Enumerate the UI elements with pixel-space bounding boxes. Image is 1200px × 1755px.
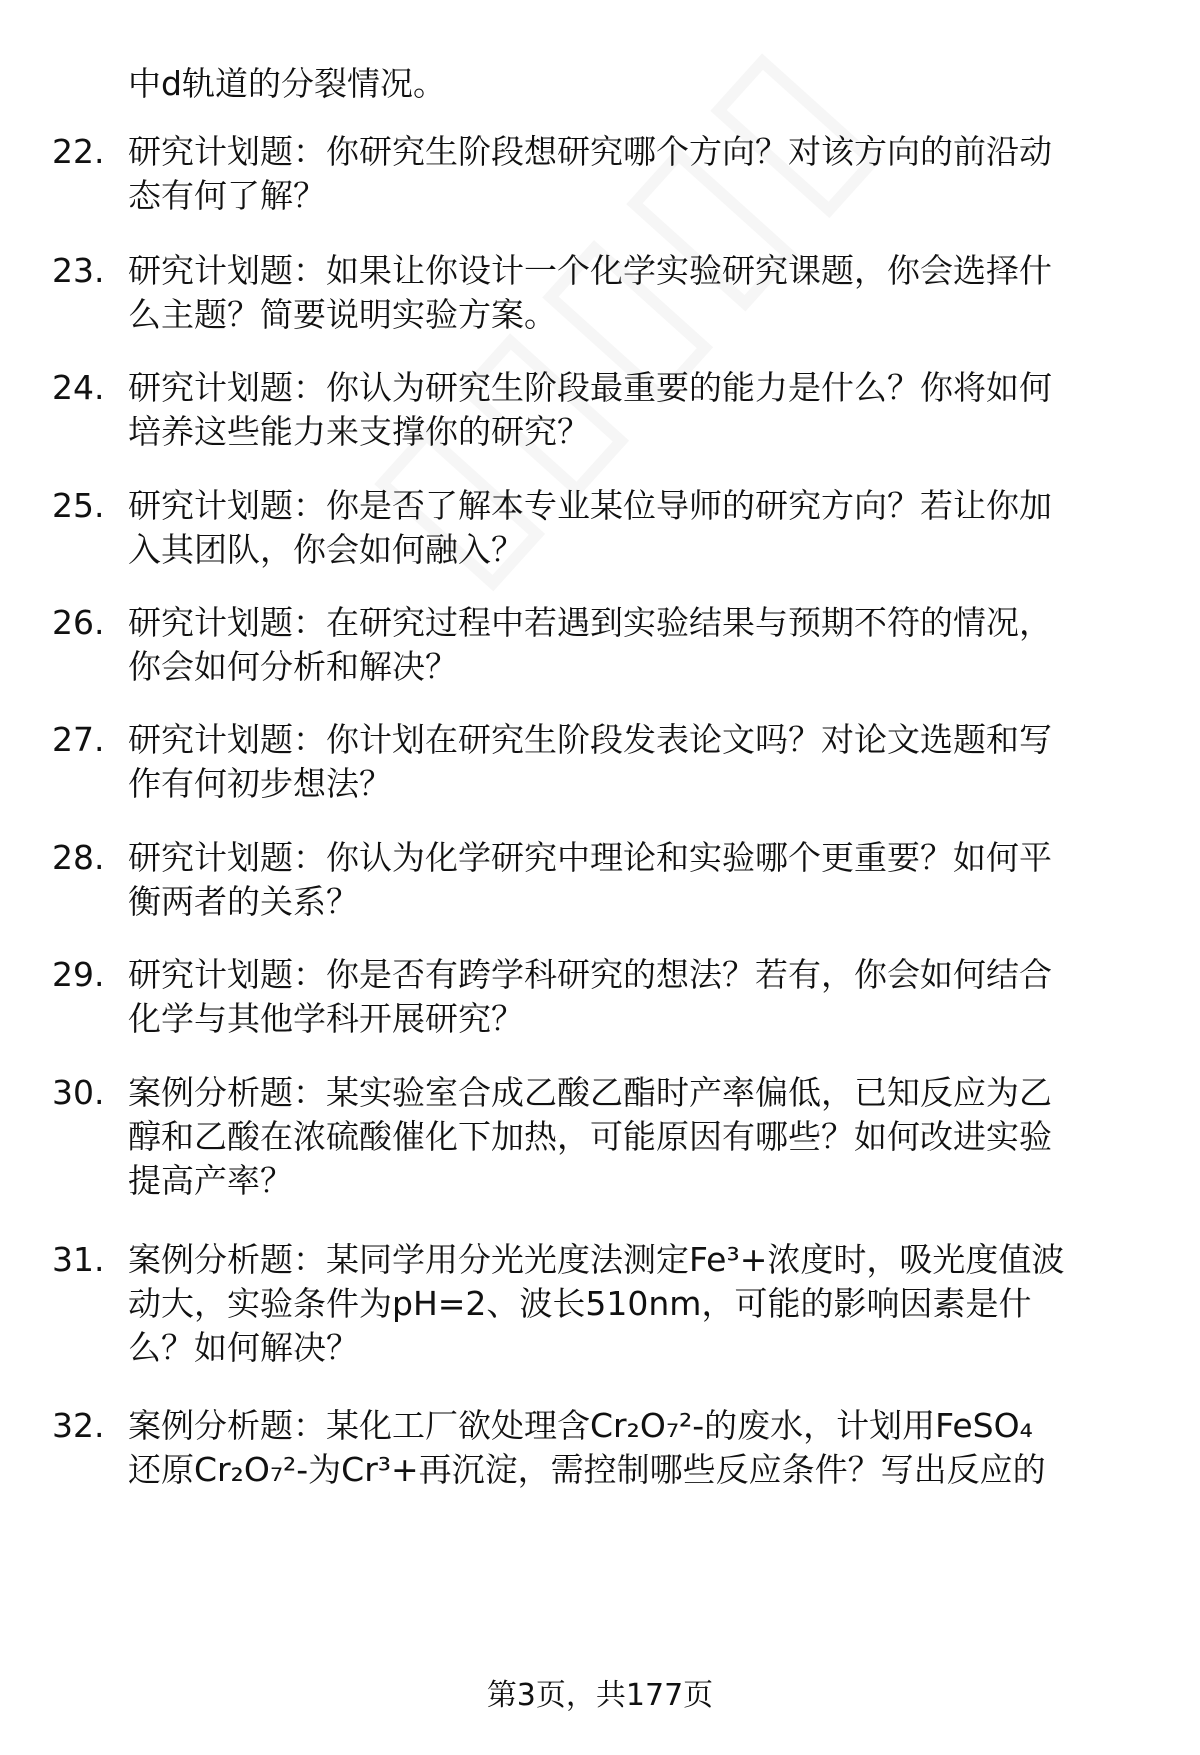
question-text [128,484,1138,572]
page-footer: 第3页，共177页 [486,1678,714,1713]
question-text [128,1071,1138,1203]
question-line: 动大，实验条件为pH=2、波长510nm，可能的影响因素是什 [128,1284,1032,1323]
question-line: 么？如何解决？ [128,1328,359,1367]
question-number: 27. [52,720,105,759]
question-line: 研究计划题：你认为化学研究中理论和实验哪个更重要？如何平 [128,838,1052,877]
question-text [128,1238,1138,1370]
question-number: 32. [52,1406,105,1445]
question-line: 研究计划题：你计划在研究生阶段发表论文吗？对论文选题和写 [128,720,1052,759]
question-number: 28. [52,838,105,877]
question-line: 化学与其他学科开展研究？ [128,999,524,1038]
continuation-text: 中d轨道的分裂情况。 [128,64,446,103]
question-text [128,366,1138,454]
question-number: 31. [52,1240,105,1279]
question-number: 22. [52,132,105,171]
question-line: 研究计划题：你研究生阶段想研究哪个方向？对该方向的前沿动 [128,132,1052,171]
question-text [128,601,1138,689]
question-line: 案例分析题：某实验室合成乙酸乙酯时产率偏低，已知反应为乙 [128,1073,1052,1112]
question-number: 24. [52,368,105,407]
question-number: 29. [52,955,105,994]
question-number: 23. [52,251,105,290]
question-line: 研究计划题：你是否有跨学科研究的想法？若有，你会如何结合 [128,955,1052,994]
question-line: 案例分析题：某化工厂欲处理含Cr₂O₇²-的废水，计划用FeSO₄ [128,1406,1033,1445]
question-text [128,130,1138,218]
question-line: 培养这些能力来支撑你的研究？ [128,412,590,451]
question-line: 作有何初步想法？ [128,764,392,803]
question-number: 30. [52,1073,105,1112]
question-line: 研究计划题：你是否了解本专业某位导师的研究方向？若让你加 [128,486,1052,525]
question-line: 醇和乙酸在浓硫酸催化下加热，可能原因有哪些？如何改进实验 [128,1117,1052,1156]
question-line: 案例分析题：某同学用分光光度法测定Fe³+浓度时，吸光度值波 [128,1240,1065,1279]
question-text [128,249,1138,337]
question-line: 态有何了解？ [128,176,326,215]
question-line: 还原Cr₂O₇²-为Cr³+再沉淀，需控制哪些反应条件？写出反应的 [128,1450,1046,1489]
question-line: 提高产率？ [128,1161,293,1200]
question-line: 么主题？简要说明实验方案。 [128,295,557,334]
question-number: 25. [52,486,105,525]
question-line: 你会如何分析和解决？ [128,647,458,686]
question-line: 入其团队，你会如何融入？ [128,530,524,569]
question-line: 研究计划题：在研究过程中若遇到实验结果与预期不符的情况， [128,603,1052,642]
question-line: 衡两者的关系？ [128,882,359,921]
question-line: 研究计划题：如果让你设计一个化学实验研究课题，你会选择什 [128,251,1052,290]
question-line: 研究计划题：你认为研究生阶段最重要的能力是什么？你将如何 [128,368,1052,407]
question-text [128,836,1138,924]
question-text [128,1404,1138,1492]
question-text [128,718,1138,806]
question-text [128,953,1138,1041]
question-number: 26. [52,603,105,642]
